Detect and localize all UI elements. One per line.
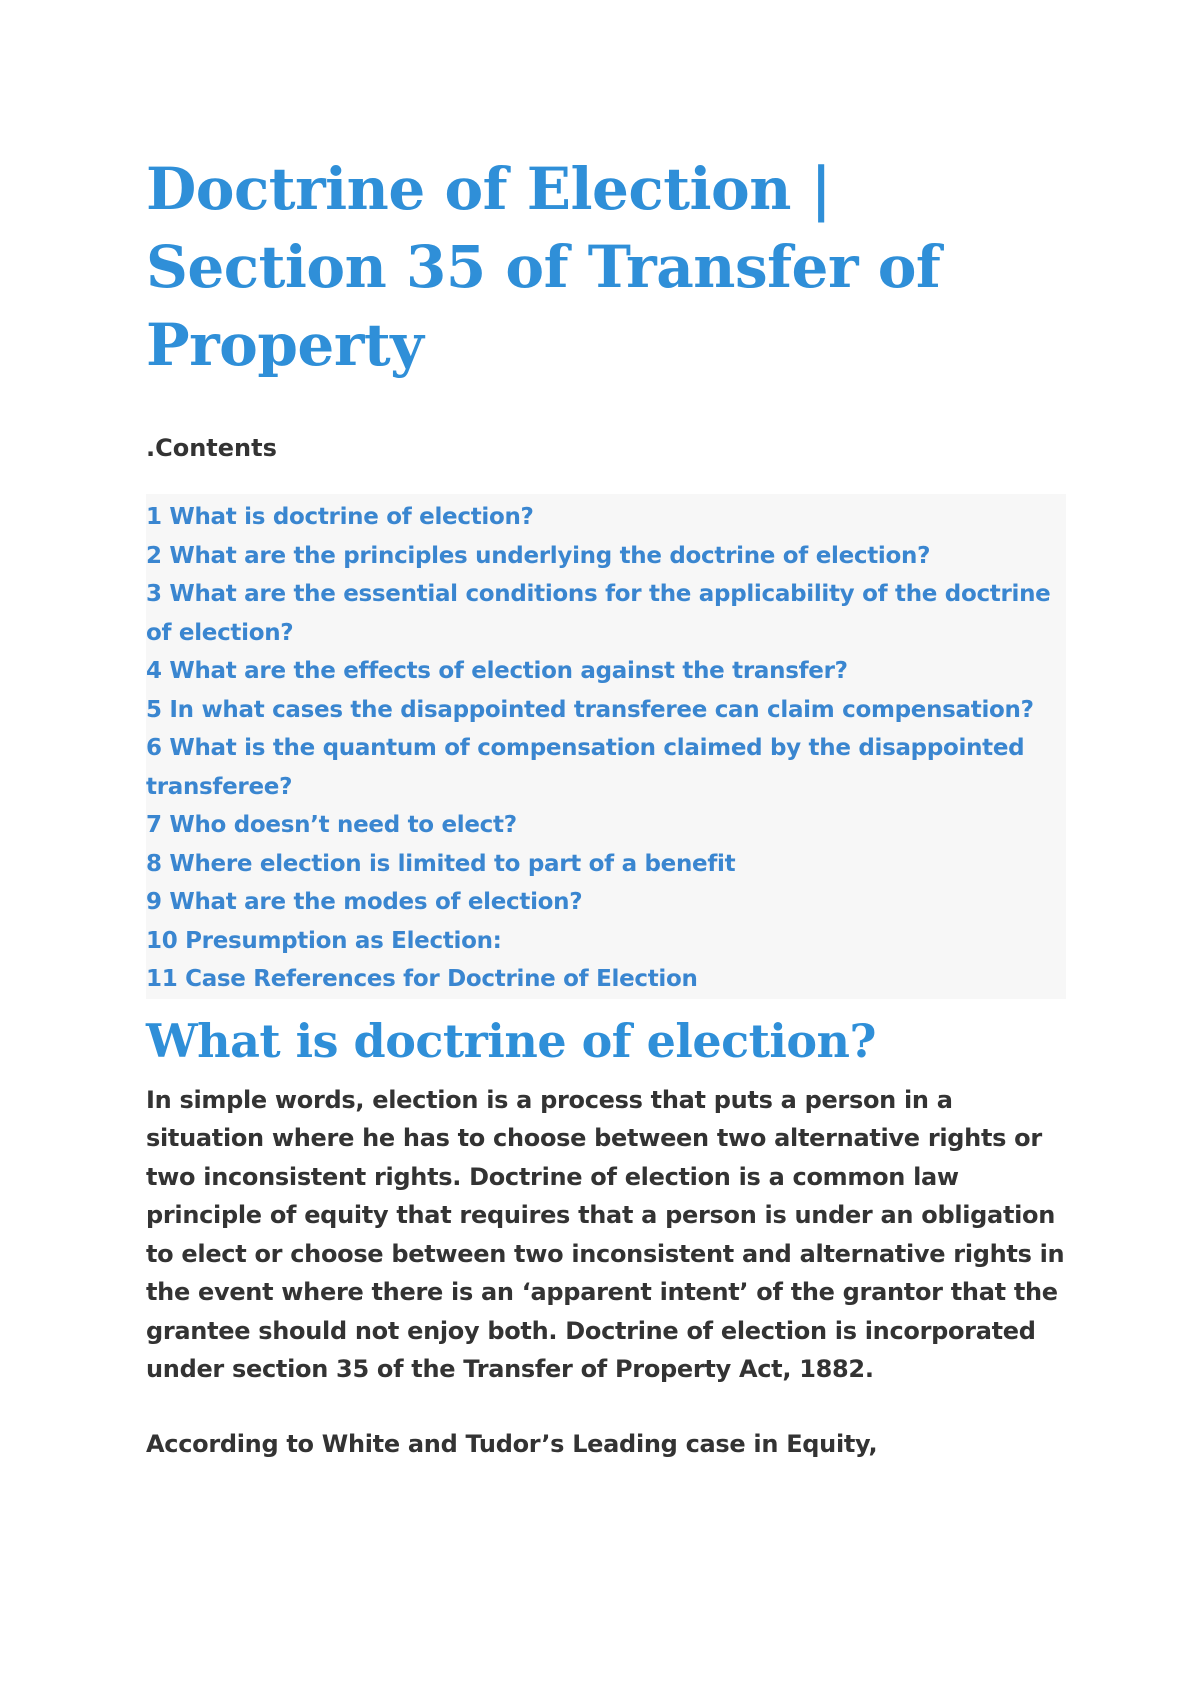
toc-link-6[interactable]: 6 What is the quantum of compensation claimed by the disappointed transferee? [146, 735, 1025, 800]
toc-link-4[interactable]: 4 What are the effects of election against the transfer? [146, 658, 848, 684]
toc-link-3[interactable]: 3 What are the essential conditions for the applicability of the doctrine of election? [146, 581, 1051, 646]
toc-list [146, 498, 1066, 999]
toc-link-2[interactable]: 2 What are the principles underlying the doctrine of election? [146, 542, 931, 569]
toc-link-5[interactable]: 5 In what cases the disappointed transferee can claim compensation? [146, 696, 1034, 723]
toc-link-8[interactable]: 8 Where election is limited to part of a benefit [146, 850, 736, 877]
document-title: Doctrine of Election | Section 35 of Transfer of Property [146, 155, 941, 379]
toc-link-10[interactable]: 10 Presumption as Election: [146, 927, 502, 954]
toc-link-9[interactable]: 9 What are the modes of election? [146, 889, 583, 915]
toc-link-11[interactable]: 11 Case References for Doctrine of Election [146, 966, 698, 992]
toc-link-1[interactable]: 1 What is doctrine of election? [146, 504, 534, 530]
document-page [146, 150, 1066, 1463]
contents-label: .Contents [146, 434, 277, 462]
section-heading: What is doctrine of election? [146, 1013, 876, 1068]
table-of-contents [146, 494, 1066, 999]
body-paragraph-2: According to White and Tudor’s Leading case in Equity, [146, 1429, 878, 1458]
body-paragraph-1: In simple words, election is a process that puts a person in a situation where he has to choose between two alternative rights or two inconsistent rights. Doctrine of election is a common law principle of equity that requires that a person is under an obligation to elect or choose between two inconsistent and alternative rights in the event where there is an ‘apparent intent’ of the grantor that the grantee should not enjoy both. Doctrine of election is incorporated under section 35 of the Transfer of Property Act, 1882. [146, 1085, 1065, 1383]
toc-link-7[interactable]: 7 Who doesn’t need to elect? [146, 812, 517, 838]
